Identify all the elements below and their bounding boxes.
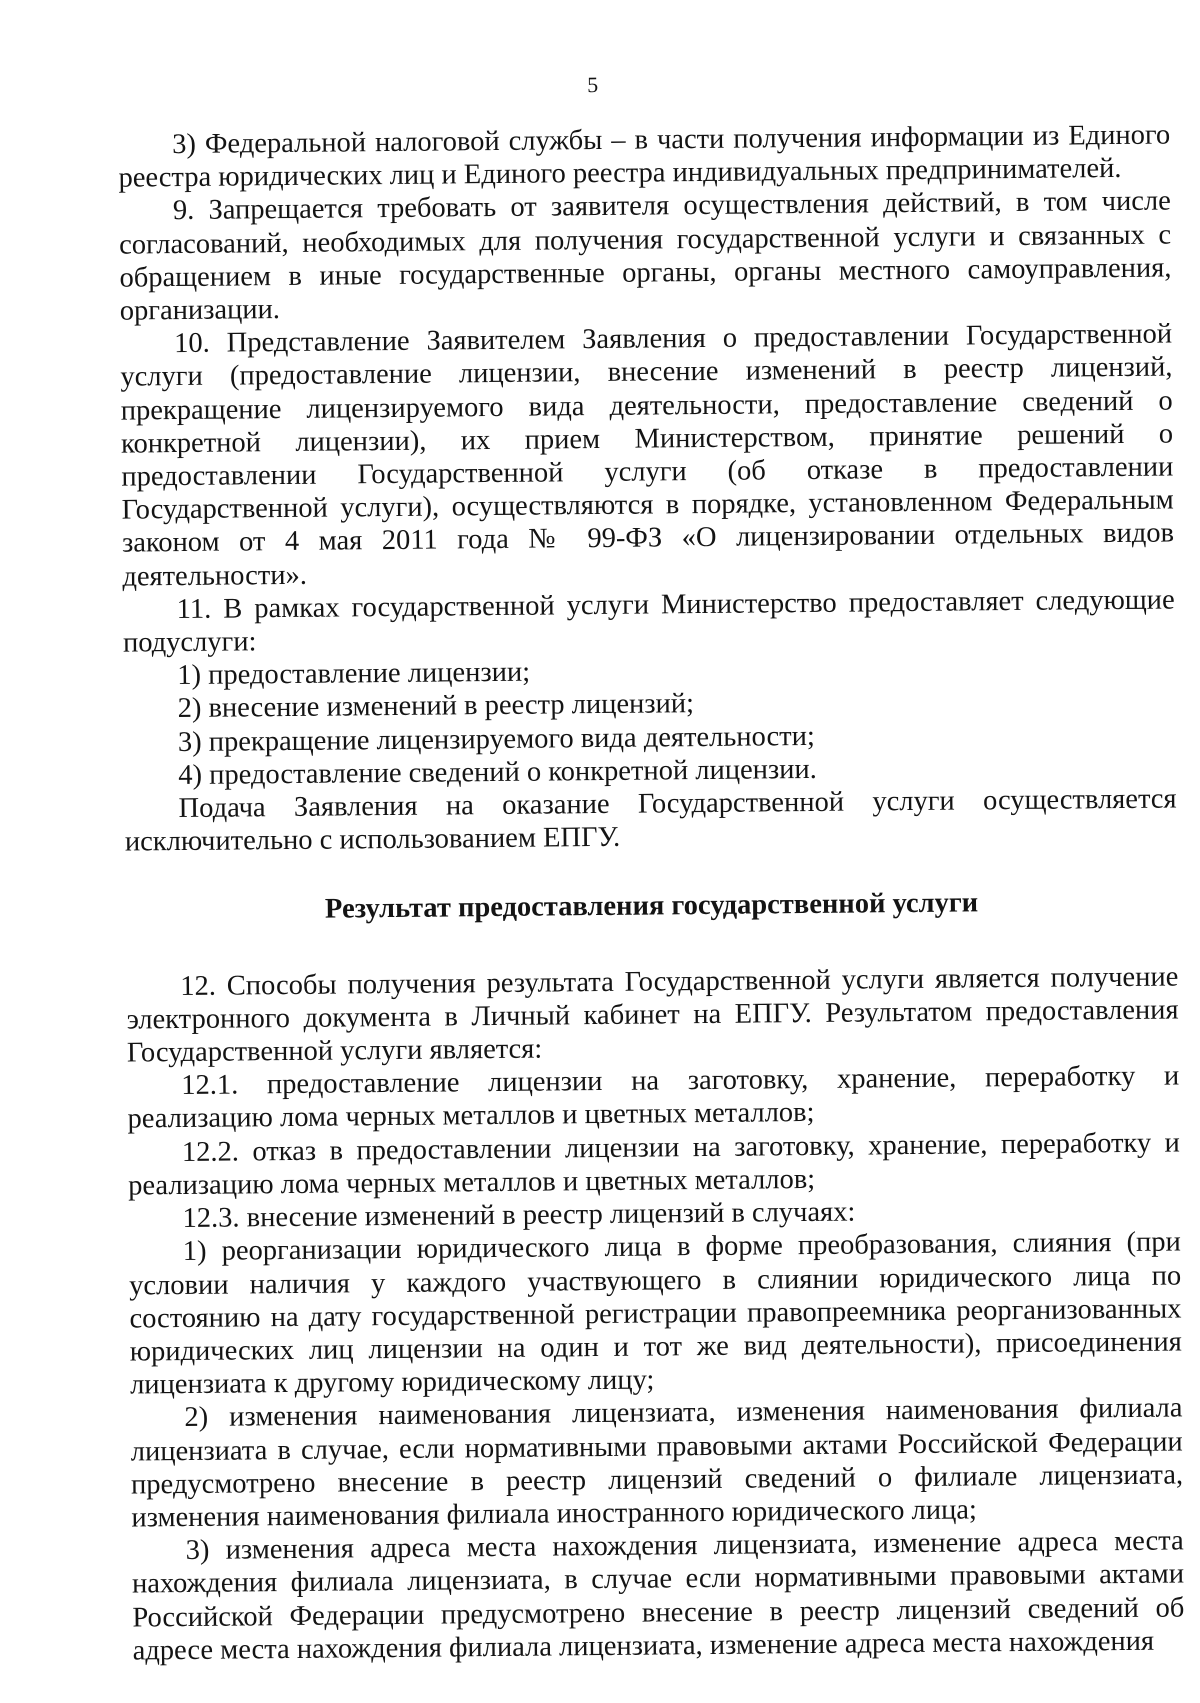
paragraph-9: 9. Запрещается требовать от заявителя осуществления действий, в том числе согласований, необходимых для получения государственной услуги и связанных с обращением в иные государственные органы, органы местного самоуправления, организации. <box>119 185 1172 327</box>
list-item-subservice-1: 1) предоставление лицензии; <box>177 656 531 692</box>
paragraph-item-3-fns: 3) Федеральной налоговой службы – в части получения информации из Единого реестра юридических лиц и Единого реестра индивидуальных предпринимателей. <box>118 119 1171 194</box>
paragraph-10: 10. Представление Заявителем Заявления о предоставлении Государственной услуги (предоставление лицензии, внесение изменений в реестр лицензий, прекращение лицензируемого вида деятельности, предоставление сведений о конкретной лицензии), их прием Министерством, принятие решений о предоставлении Государственной услуги (об отказе в предоставлении Государственной услуги), осуществляются в порядке, установленном Федеральным законом от 4 мая 2011 года № 99-ФЗ «О лицензировании отдельных видов деятельности». <box>120 318 1175 593</box>
paragraph-12: 12. Способы получения результата Государственной услуги является получение электронного документа в Личный кабинет на ЕПГУ. Результатом предоставления Государственной услуги является: <box>126 961 1179 1069</box>
page-number: 5 <box>587 71 599 98</box>
list-item-subservice-3: 3) прекращение лицензируемого вида деятельности; <box>177 720 815 758</box>
list-item-case-2: 2) изменения наименования лицензиата, изменения наименования филиала лицензиата в случае, если нормативными правовыми актами Российской Федерации предусмотрено внесение в реестр лицензий сведений о филиале лицензиата, изменения наименования филиала иностранного юридического лица; <box>130 1392 1184 1534</box>
paragraph-12-2: 12.2. отказ в предоставлении лицензии на заготовку, хранение, переработку и реализацию лома черных металлов и цветных металлов; <box>128 1127 1180 1202</box>
paragraph-11: 11. В рамках государственной услуги Министерство предоставляет следующие подуслуги: <box>122 584 1175 659</box>
section-heading: Результат предоставления государственной услуги <box>324 887 979 926</box>
list-item-subservice-4: 4) предоставление сведений о конкретной лицензии. <box>178 753 817 791</box>
document-body <box>118 118 1185 1667</box>
paragraph-application-submission: Подача Заявления на оказание Государственной услуги осуществляется исключительно с использованием ЕПГУ. <box>124 783 1177 858</box>
list-item-case-1: 1) реорганизации юридического лица в форме преобразования, слияния (при условии наличия у каждого участвующего в слиянии юридического лица по состоянию на дату государственной регистрации правопреемника реорганизованных юридических лиц лицензии на один и тот же вид деятельности), присоединения лицензиата к другому юридическому лицу; <box>129 1226 1182 1401</box>
paragraph-12-3: 12.3. внесение изменений в реестр лицензий в случаях: <box>182 1196 856 1235</box>
list-item-subservice-2: 2) внесение изменений в реестр лицензий; <box>177 688 695 725</box>
list-item-case-3: 3) изменения адреса места нахождения лицензиата, изменение адреса места нахождения филиала лицензиата, в случае если нормативными правовыми актами Российской Федерации предусмотрено внесение в реестр лицензий сведений об адресе места нахождения филиала лицензиата, изменение адреса места нахождения <box>131 1525 1185 1667</box>
paragraph-12-1: 12.1. предоставление лицензии на заготовку, хранение, переработку и реализацию лома черных металлов и цветных металлов; <box>127 1060 1180 1136</box>
